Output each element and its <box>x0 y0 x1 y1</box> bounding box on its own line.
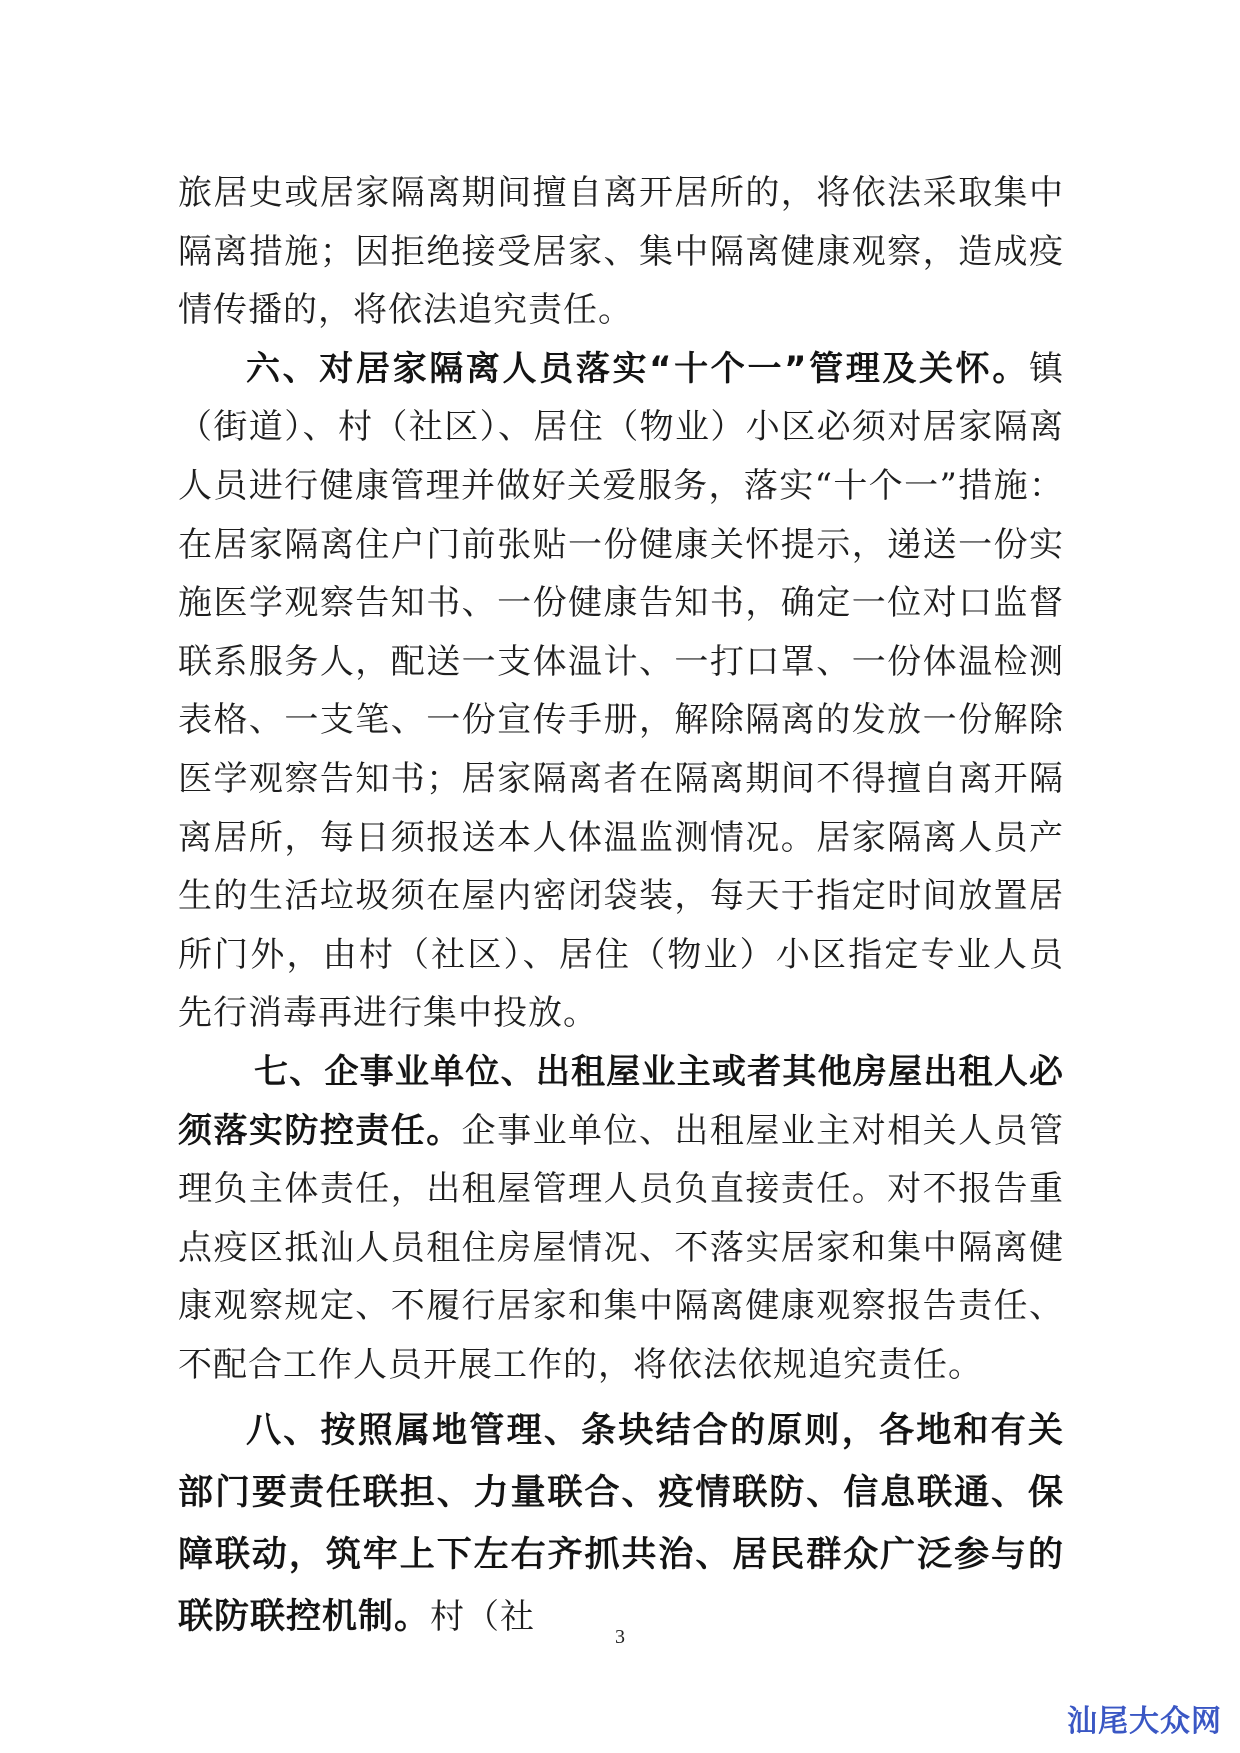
paragraph-5-text: 旅居史或居家隔离期间擅自离开居所的，将依法采取集中隔离措施；因拒绝接受居家、集中隔离健康观察，造成疫情传播的，将依法追究责任。 <box>178 173 1064 331</box>
document-body <box>178 164 1064 1648</box>
paragraph-8 <box>178 1400 1064 1648</box>
site-watermark: 汕尾大众网 <box>1067 1704 1222 1739</box>
page-number: 3 <box>615 1626 625 1648</box>
paragraph-6-body: 镇（街道）、村（社区）、居住（物业）小区必须对居家隔离人员进行健康管理并做好关爱服务，落实“十个一”措施：在居家隔离住户门前张贴一份健康关怀提示，递送一份实施医学观察告知书、一份健康告知书，确定一位对口监督联系服务人，配送一支体温计、一打口罩、一份体温检测表格、一支笔、一份宣传手册，解除隔离的发放一份解除医学观察告知书；居家隔离者在隔离期间不得擅自离开隔离居所，每日须报送本人体温监测情况。居家隔离人员产生的生活垃圾须在屋内密闭袋装，每天于指定时间放置居所门外，由村（社区）、居住（物业）小区指定专业人员先行消毒再进行集中投放。 <box>178 348 1064 1034</box>
paragraph-7 <box>178 1043 1064 1395</box>
paragraph-5-continuation <box>178 164 1064 340</box>
paragraph-6 <box>178 340 1064 1043</box>
paragraph-6-heading: 六、对居家隔离人员落实“十个一”管理及关怀。 <box>246 348 1029 389</box>
paragraph-8-heading: 八、按照属地管理、条块结合的原则，各地和有关部门要责任联担、力量联合、疫情联防、信息联通、保障联动，筑牢上下左右齐抓共治、居民群众广泛参与的联防联控机制。 <box>178 1411 1064 1638</box>
paragraph-7-heading: 七、企事业单位、出租屋业主或者其他房屋出租人必须落实防控责任。 <box>178 1051 1064 1151</box>
paragraph-7-body: 企事业单位、出租屋业主对相关人员管理负主体责任，出租屋管理人员负直接责任。对不报告重点疫区抵汕人员租住房屋情况、不落实居家和集中隔离健康观察规定、不履行居家和集中隔离健康观察报告责任、不配合工作人员开展工作的，将依法依规追究责任。 <box>178 1110 1065 1385</box>
paragraph-8-body: 村（社 <box>430 1597 536 1638</box>
